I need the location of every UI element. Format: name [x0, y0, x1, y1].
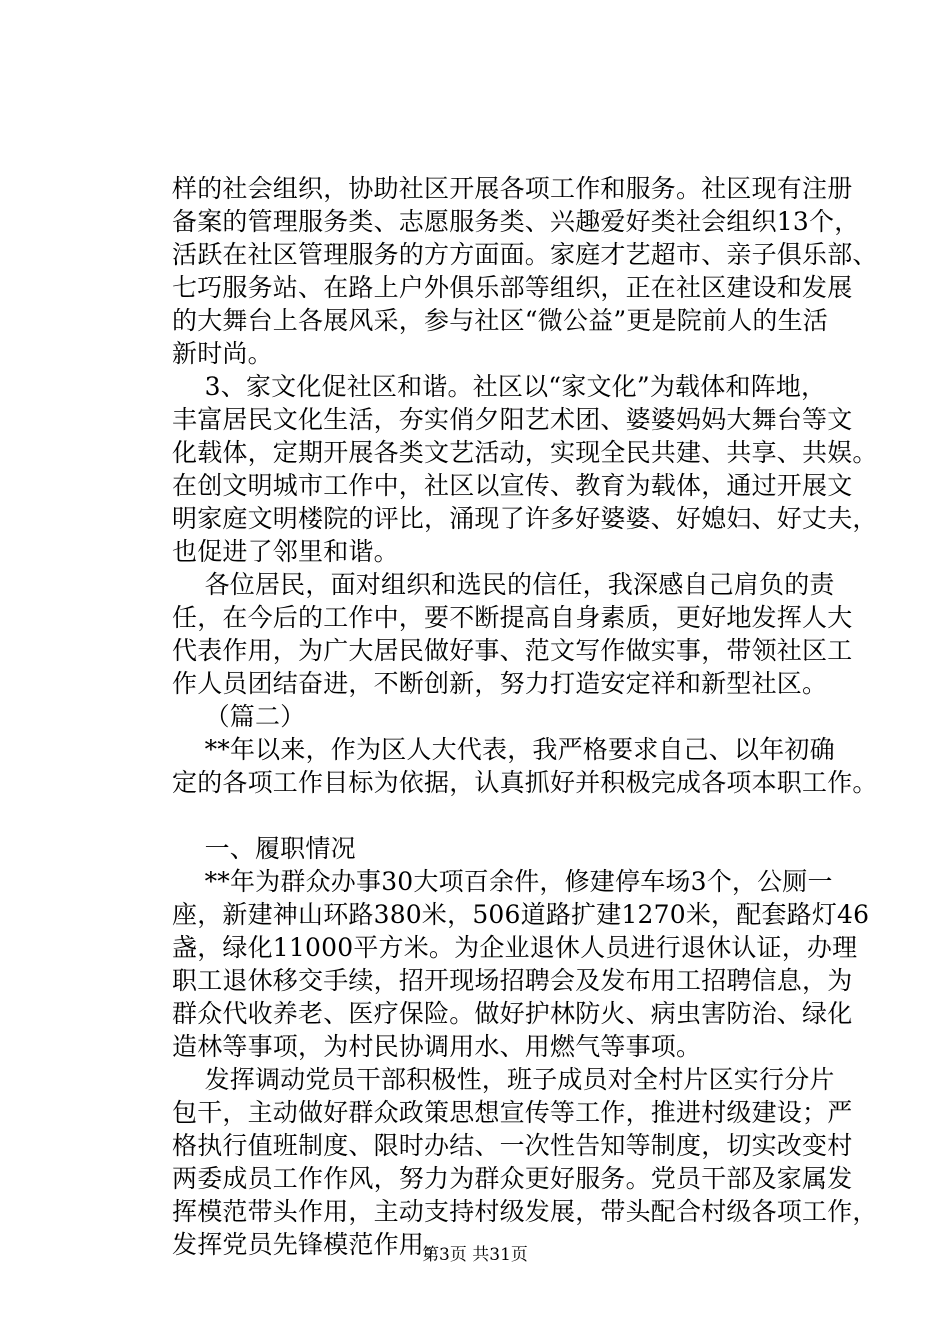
text-line: 两委成员工作作风，努力为群众更好服务。党员干部及家属发	[172, 1164, 853, 1193]
text-line: 3、家文化促社区和谐。社区以“家文化”为载体和阵地，	[172, 372, 827, 401]
text-line: 新时尚。	[172, 339, 273, 368]
text-line: 的大舞台上各展风采，参与社区“微公益”更是院前人的生活	[172, 306, 828, 335]
text-line: 明家庭文明楼院的评比，涌现了许多好婆婆、好媳妇、好丈夫，	[172, 504, 878, 533]
text-line: 作人员团结奋进，不断创新，努力打造安定祥和新型社区。	[172, 669, 828, 698]
blank-line	[172, 799, 782, 832]
text-line: 定的各项工作目标为依据，认真抓好并积极完成各项本职工作。	[172, 768, 878, 797]
section-heading: 一、履职情况	[172, 834, 356, 863]
text-line: 备案的管理服务类、志愿服务类、兴趣爱好类社会组织13个，	[172, 207, 860, 236]
text-line: **年以来，作为区人大代表，我严格要求自己、以年初确	[172, 735, 835, 764]
text-line: 挥模范带头作用，主动支持村级发展，带头配合村级各项工作，	[172, 1197, 878, 1226]
text-line: 格执行值班制度、限时办结、一次性告知等制度，切实改变村	[172, 1131, 853, 1160]
text-line: 代表作用，为广大居民做好事、范文写作做实事，带领社区工	[172, 636, 853, 665]
text-line: 发挥党员先锋模范作用。	[172, 1230, 450, 1259]
text-line: 丰富居民文化生活，夯实俏夕阳艺术团、婆婆妈妈大舞台等文	[172, 405, 853, 434]
section-heading: （篇二）	[172, 702, 306, 731]
text-line: 盏，绿化11000平方米。为企业退休人员进行退休认证，办理	[172, 933, 858, 962]
document-body	[172, 172, 878, 1261]
text-line: 样的社会组织，协助社区开展各项工作和服务。社区现有注册	[172, 174, 853, 203]
text-line: 在创文明城市工作中，社区以宣传、教育为载体，通过开展文	[172, 471, 853, 500]
text-line: 活跃在社区管理服务的方方面面。家庭才艺超市、亲子俱乐部、	[172, 240, 878, 269]
text-line: 任，在今后的工作中，要不断提高自身素质，更好地发挥人大	[172, 603, 853, 632]
text-line: 职工退休移交手续，招开现场招聘会及发布用工招聘信息，为	[172, 966, 853, 995]
text-line: **年为群众办事30大项百余件，修建停车场3个，公厕一	[172, 867, 833, 896]
text-line: 化载体，定期开展各类文艺活动，实现全民共建、共享、共娱。	[172, 438, 878, 467]
text-line: 座，新建神山环路380米，506道路扩建1270米，配套路灯46	[172, 900, 870, 929]
text-line: 发挥调动党员干部积极性，班子成员对全村片区实行分片	[172, 1065, 835, 1094]
text-line: 群众代收养老、医疗保险。做好护林防火、病虫害防治、绿化	[172, 999, 853, 1028]
text-line: 包干，主动做好群众政策思想宣传等工作，推进村级建设；严	[172, 1098, 853, 1127]
text-line: 各位居民，面对组织和选民的信任，我深感自己肩负的责	[172, 570, 835, 599]
text-line: 七巧服务站、在路上户外俱乐部等组织，正在社区建设和发展	[172, 273, 853, 302]
text-line: 也促进了邻里和谐。	[172, 537, 399, 566]
page-number-footer: 第3页 共31页	[422, 1245, 528, 1265]
text-line: 造林等事项，为村民协调用水、用燃气等事项。	[172, 1032, 702, 1061]
